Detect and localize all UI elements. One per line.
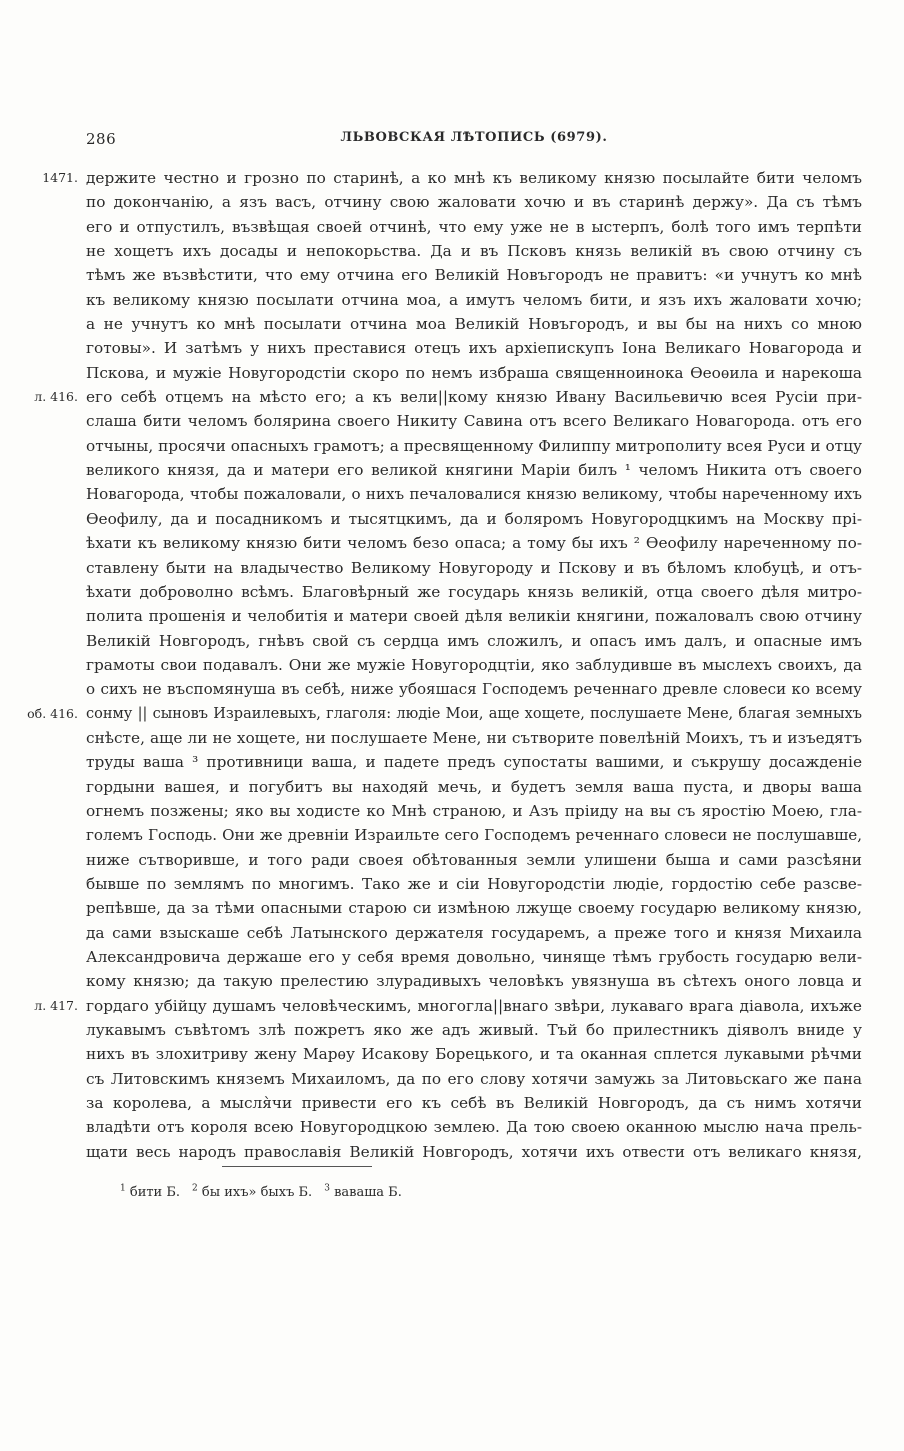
page-number: 286 bbox=[86, 130, 117, 148]
text-line: снѣсте, аще ли не хощете, ни послушаете Мене, ни сътворите повелѣній Моихъ, тъ и изъедятъ bbox=[86, 728, 862, 747]
text-line: грамоты свои подавалъ. Они же мужіе Новугородцтіи, яко заблудивше въ мыслехъ своихъ, да bbox=[86, 655, 862, 674]
text-line: ѣхати къ великому князю бити челомъ безо опаса; а тому бы ихъ ² Ѳеофилу нареченному по- bbox=[86, 534, 862, 553]
text-line: его и отпустилъ, възвѣщая своей отчинѣ, что ему уже не в ыстерпъ, болѣ того имъ терпѣти bbox=[86, 217, 862, 236]
text-line: а не учнутъ ко мнѣ посылати отчина моа Великій Новъгородъ, и вы бы на нихъ со мною bbox=[86, 315, 862, 334]
text-line: за королева, а мысля̀чи привести его къ себѣ въ Великій Новгородъ, да съ нимъ хотячи bbox=[86, 1094, 862, 1113]
text-line: ниже сътворивше, и того ради своея обѣтованныя земли улишени быша и сами разсѣяни bbox=[86, 850, 862, 869]
footnote-rule bbox=[222, 1166, 372, 1167]
text-line: бывше по землямъ по многимъ. Тако же и сіи Новугородстіи людіе, гордостію себе разсве- bbox=[86, 874, 862, 893]
text-line: по докончанію, а язъ васъ, отчину свою жаловати хочю и въ старинѣ держу». Да съ тѣмъ bbox=[86, 193, 862, 212]
footnote-text: бы ихъ» быхъ Б. bbox=[201, 1185, 313, 1201]
text-line: къ великому князю посылати отчина моа, а имутъ челомъ бити, и язъ ихъ жаловати хочю; bbox=[86, 290, 862, 309]
text-line: держите честно и грозно по старинѣ, а ко мнѣ къ великому князю посылайте бити челомъ bbox=[86, 169, 862, 187]
body-text bbox=[86, 166, 862, 1164]
text-line: владѣти отъ короля всею Новугородцкою землею. Да тою своею оканною мыслю нача прель- bbox=[86, 1118, 862, 1137]
text-line: съ Литовскимъ княземъ Михаиломъ, да по его слову хотячи замужь за Литовьскаго же пана bbox=[86, 1069, 862, 1088]
text-line: гордыни вашея, и погубитъ вы находяй мечь, и будетъ земля ваша пуста, и дворы ваша bbox=[86, 777, 862, 796]
text-line: Новагорода, чтобы пожаловали, о нихъ печаловалися князю великому, чтобы нареченному ихъ bbox=[86, 485, 862, 504]
text-line: ставлену быти на владычество Великому Новугороду и Пскову и въ бѣломъ клобуцѣ, и отъ- bbox=[86, 558, 862, 577]
text-line: сонму || сыновъ Израилевыхъ, глаголя: людіе Мои, аще хощете, послушаете Мене, благая земныхъ bbox=[86, 705, 862, 722]
page-header bbox=[86, 130, 862, 154]
text-line: тѣмъ же възвѣстити, что ему отчина его Великій Новъгородъ не правитъ: «и учнутъ ко мнѣ bbox=[86, 266, 862, 285]
text-line: Пскова, и мужіе Новугородстіи скоро по немъ избраша священноинока Ѳеоѳила и нарекоша bbox=[86, 363, 862, 382]
footnote-mark: 2 bbox=[192, 1184, 198, 1194]
text-line: Александровича держаше его у себя время довольно, чиняще тѣмъ грубость государю вели- bbox=[86, 948, 862, 966]
margin-note: 1471. bbox=[42, 170, 78, 185]
footnote bbox=[324, 1185, 402, 1200]
text-line: слаша бити челомъ болярина своего Никиту Савина отъ всего Великаго Новагорода. отъ его bbox=[86, 412, 862, 431]
text-line: ѣхати доброволно всѣмъ. Благовѣрный же государь князь великій, отца своего дѣля митро- bbox=[86, 582, 862, 601]
text-line: полита прошенія и челобитія и матери своей дѣля великіи княгини, пожаловалъ свою отчину bbox=[86, 607, 862, 626]
footnote bbox=[120, 1185, 180, 1200]
text-line: Великій Новгородъ, гнѣвъ свой съ сердца имъ сложилъ, и опасъ имъ далъ, и опасные имъ bbox=[86, 631, 862, 650]
text-line: Ѳеофилу, да и посадникомъ и тысятцкимъ, да и боляромъ Новугородцкимъ на Москву прі- bbox=[86, 509, 862, 528]
text-line: да сами взыскаше себѣ Латынского держателя государемъ, а преже того и князя Михаила bbox=[86, 923, 862, 942]
footnote-mark: 3 bbox=[324, 1184, 330, 1194]
text-line: великого князя, да и матери его великой княгини Маріи билъ ¹ челомъ Никита отъ своего bbox=[86, 461, 862, 480]
margin-note: л. 416. bbox=[34, 389, 78, 405]
text-line: нихъ въ злохитриву жену Марѳу Исакову Борецького, и та оканная сплется лукавыми рѣчми bbox=[86, 1045, 862, 1064]
footnote-text: бити Б. bbox=[129, 1185, 181, 1201]
text-line: лукавымъ съвѣтомъ злѣ пожретъ яко же адъ живый. Тъй бо прилестникъ діяволъ вниде у bbox=[86, 1021, 862, 1040]
margin-notes bbox=[0, 0, 84, 1451]
text-line: готовы». И затѣмъ у нихъ преставися отецъ ихъ архіепискупъ Іона Великаго Новагорода и bbox=[86, 339, 862, 358]
text-line: репѣвше, да за тѣми опасными старою си измѣною лжуще своему государю великому князю, bbox=[86, 899, 862, 918]
footnote-text: ваваша Б. bbox=[334, 1185, 402, 1201]
text-line: отчыны, просячи опасныхъ грамотъ; а пресвященному Филиппу митрополиту всея Руси и отцу bbox=[86, 436, 862, 455]
text-line: щати весь народъ православія Великій Новгородъ, хотячи ихъ отвести отъ великаго князя, bbox=[86, 1142, 862, 1161]
running-title: ЛЬВОВСКАЯ ЛѢТОПИСЬ (6979). bbox=[340, 130, 608, 145]
text-line: гордаго убійцу душамъ человѣческимъ, многогла||внаго звѣри, лукаваго врага діавола, ихъже bbox=[86, 996, 862, 1015]
text-line: големъ Господь. Они же древніи Израильте сего Господемъ реченнаго словеси не послушавше, bbox=[86, 826, 862, 845]
text-line: кому князю; да такую прелестию злурадивыхъ человѣкъ увязнуша въ сѣтехъ оного ловца и bbox=[86, 972, 862, 991]
text-line: о сихъ не въспомянуша въ себѣ, ниже убояшася Господемъ реченнаго древле словеси ко всему bbox=[86, 680, 862, 699]
footnote-mark: 1 bbox=[120, 1184, 126, 1194]
text-line: огнемъ позжены; яко вы ходисте ко Мнѣ страною, и Азъ пріиду на вы съ яростію Моею, гла- bbox=[86, 801, 862, 820]
text-line: не хощетъ ихъ досады и непокорьства. Да и въ Псковъ князь великій въ свою отчину съ bbox=[86, 242, 862, 261]
footnote bbox=[192, 1185, 312, 1200]
text-line: его себѣ отцемъ на мѣсто его; а къ вели||кому князю Ивану Васильевичю всея Русіи при- bbox=[86, 388, 862, 407]
text-line: труды ваша ³ противници ваша, и падете предъ супостаты вашими, и съкрушу досажденіе bbox=[86, 753, 862, 772]
footnotes bbox=[120, 1180, 820, 1202]
margin-note: л. 417. bbox=[34, 997, 78, 1013]
margin-note: об. 416. bbox=[27, 705, 78, 721]
